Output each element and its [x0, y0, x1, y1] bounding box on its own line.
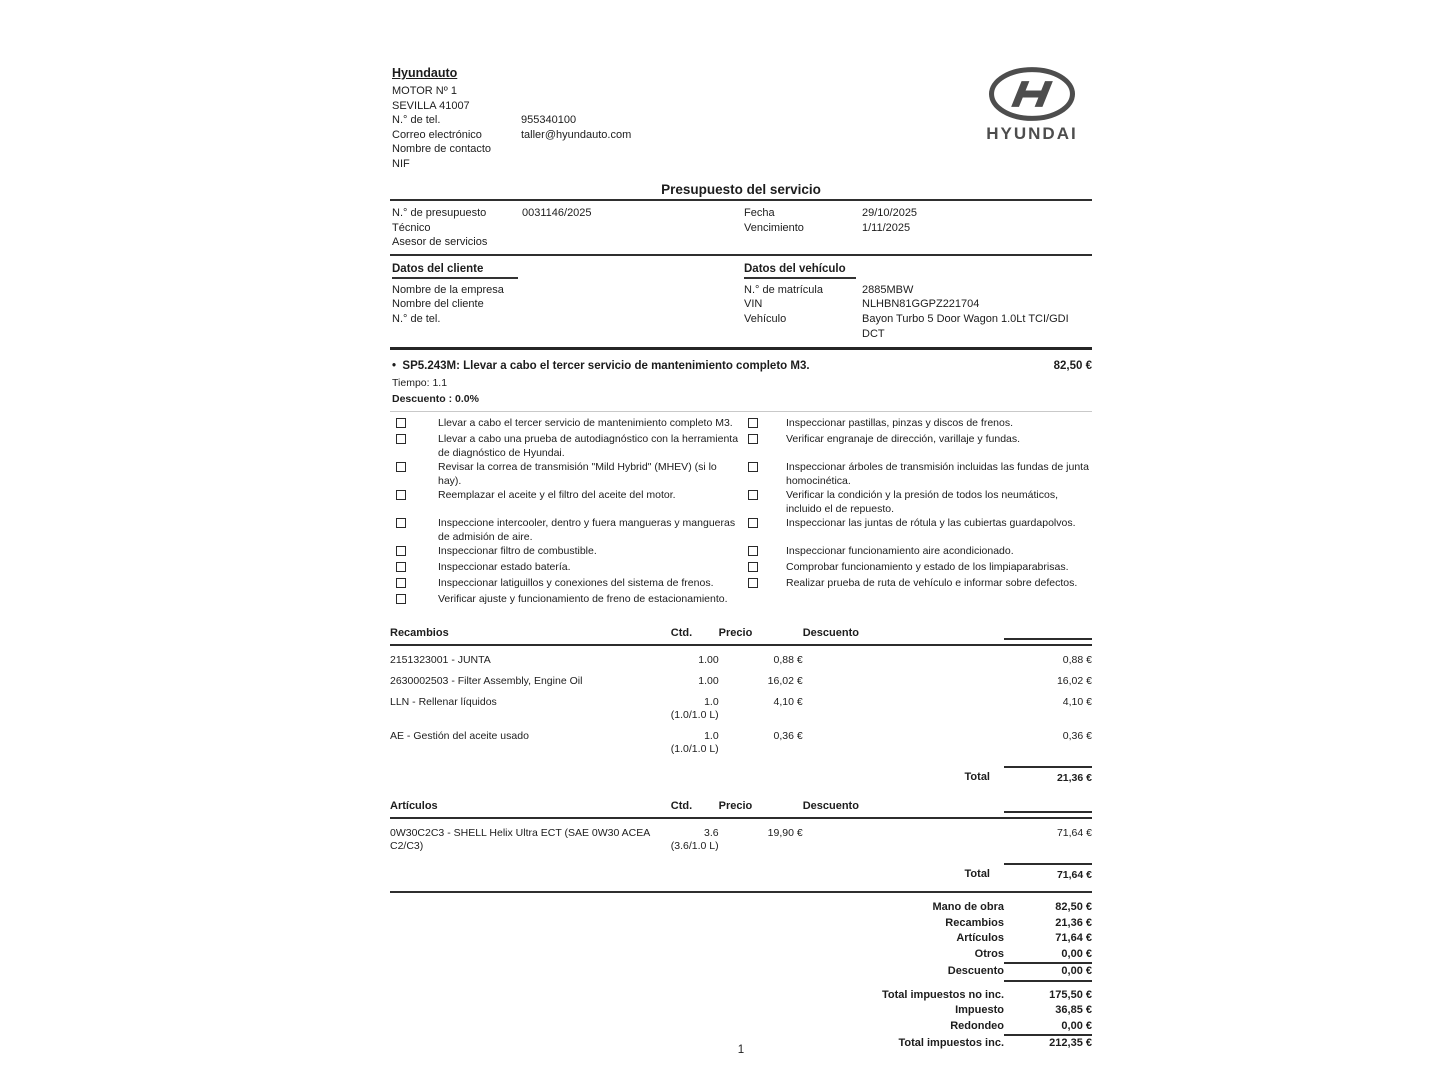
part-price: 16,02 €	[767, 675, 803, 688]
summary-label: Mano de obra	[932, 901, 1004, 914]
checkbox-icon	[396, 594, 406, 604]
checkbox-icon	[748, 518, 758, 528]
checklist-item: Verificar engranaje de dirección, varillaje y fundas.	[786, 433, 1021, 446]
plate-label: N.° de matrícula	[744, 283, 823, 296]
parts-total-label: Total	[964, 771, 990, 784]
page-number: 1	[737, 1044, 745, 1056]
summary-row	[390, 947, 1092, 965]
checklist-row	[390, 416, 1092, 432]
part-amount: 16,02 €	[1056, 675, 1092, 688]
parts-header-row	[390, 622, 1092, 645]
articles-total-label: Total	[964, 868, 990, 881]
parts-heading: Recambios	[390, 622, 671, 645]
article-qty: 3.6 (3.6/1.0 L)	[670, 827, 719, 853]
amount-column-rule	[1004, 622, 1092, 640]
checkbox-icon	[396, 462, 406, 472]
phone-value: 955340100	[521, 114, 577, 126]
advisor-label: Asesor de servicios	[392, 236, 488, 249]
vin-label: VIN	[744, 298, 763, 311]
checklist-item: Inspeccione intercooler, dentro y fuera mangueras y mangueras de admisión de aire.	[438, 517, 736, 544]
checklist-item: Revisar la correa de transmisión "Mild Hybrid" (MHEV) (si lo hay).	[438, 461, 717, 488]
service-time: Tiempo: 1.1	[392, 377, 448, 390]
summary-label: Total impuestos inc.	[898, 1037, 1004, 1050]
parts-row	[390, 722, 1092, 756]
service-quote-document	[390, 66, 1092, 1056]
part-name: 2630002503 - Filter Assembly, Engine Oil	[390, 675, 583, 688]
service-line	[392, 360, 1092, 405]
checkbox-icon	[748, 562, 758, 572]
articles-table	[390, 795, 1092, 882]
checklist-row	[390, 592, 1092, 608]
checkbox-icon	[396, 434, 406, 444]
document-title: Presupuesto del servicio	[661, 182, 821, 197]
summary-value: 82,50 €	[1055, 901, 1092, 914]
discount-column-header: Descuento	[803, 795, 897, 818]
company-name: Hyundauto	[392, 66, 458, 80]
summary-row	[390, 988, 1092, 1004]
technician-label: Técnico	[392, 221, 431, 234]
service-discount: Descuento : 0.0%	[392, 393, 479, 406]
checkbox-icon	[396, 418, 406, 428]
part-name: LLN - Rellenar líquidos	[390, 696, 497, 709]
checklist-item	[786, 592, 1092, 608]
checklist-item: Llevar a cabo una prueba de autodiagnóstico con la herramienta de diagnóstico de Hyundai.	[438, 433, 739, 460]
part-discount	[803, 645, 897, 667]
part-name: AE - Gestión del aceite usado	[390, 730, 529, 743]
articles-heading: Artículos	[390, 795, 671, 818]
checkbox-icon	[396, 546, 406, 556]
part-name: 2151323001 - JUNTA	[390, 654, 491, 667]
parts-row	[390, 688, 1092, 722]
summary-label: Impuesto	[955, 1004, 1004, 1017]
summary-label: Artículos	[956, 932, 1004, 945]
summary-label: Otros	[974, 947, 1004, 960]
summary-value: 0,00 €	[1004, 964, 1092, 982]
hyundai-logo-icon	[986, 66, 1078, 122]
qty-column-header: Ctd.	[671, 795, 719, 818]
checklist-item: Inspeccionar funcionamiento aire acondicionado.	[786, 545, 1014, 558]
quote-info	[390, 201, 1092, 254]
checkbox-icon	[748, 546, 758, 556]
checklist-row	[390, 560, 1092, 576]
date-value: 29/10/2025	[862, 207, 918, 219]
address-line1: MOTOR Nº 1	[392, 85, 457, 97]
parts-row	[390, 645, 1092, 667]
summary-value: 0,00 €	[1004, 947, 1092, 965]
articles-total-value: 71,64 €	[1004, 863, 1092, 882]
checkbox-icon	[748, 462, 758, 472]
due-label: Vencimiento	[744, 221, 804, 234]
part-amount: 4,10 €	[1062, 696, 1092, 709]
service-title: • SP5.243M: Llevar a cabo el tercer servicio de mantenimiento completo M3.	[392, 360, 810, 373]
part-discount	[803, 667, 897, 688]
part-qty: 1.0 (1.0/1.0 L)	[670, 730, 719, 756]
checklist-row	[390, 432, 1092, 460]
client-vehicle-section	[390, 256, 1092, 347]
summary-row	[390, 900, 1092, 916]
price-column-header: Precio	[719, 622, 803, 645]
checklist-row	[390, 576, 1092, 592]
part-price: 0,88 €	[773, 654, 803, 667]
summary-row	[390, 1003, 1092, 1019]
qty-column-header: Ctd.	[671, 622, 719, 645]
summary-value: 212,35 €	[1049, 1037, 1092, 1050]
parts-table	[390, 622, 1092, 785]
checklist-item: Inspeccionar filtro de combustible.	[438, 545, 597, 558]
part-discount	[803, 722, 897, 756]
client-heading: Datos del cliente	[392, 263, 518, 279]
date-label: Fecha	[744, 207, 775, 219]
checklist-row	[390, 488, 1092, 516]
part-discount	[803, 688, 897, 722]
checkbox-icon	[396, 490, 406, 500]
nif-label: NIF	[392, 157, 410, 170]
part-qty: 1.00	[698, 654, 719, 667]
letterhead	[390, 66, 1092, 176]
contact-label: Nombre de contacto	[392, 143, 492, 155]
vehicle-model-value: Bayon Turbo 5 Door Wagon 1.0Lt TCI/GDI DCT	[862, 312, 1069, 340]
summary-value: 71,64 €	[1055, 932, 1092, 945]
email-label: Correo electrónico	[392, 128, 482, 141]
checklist-item: Inspeccionar árboles de transmisión incluidas las fundas de junta homocinética.	[786, 461, 1089, 488]
summary-row	[390, 1019, 1092, 1037]
checklist-row	[390, 544, 1092, 560]
article-price: 19,90 €	[767, 827, 803, 840]
checkbox-icon	[396, 562, 406, 572]
vehicle-heading: Datos del vehículo	[744, 263, 856, 279]
article-discount	[803, 818, 897, 853]
checklist-item: Inspeccionar pastillas, pinzas y discos de frenos.	[786, 417, 1014, 430]
phone-label: N.° de tel.	[392, 114, 441, 126]
vehicle-model-label: Vehículo	[744, 312, 787, 325]
checklist-item: Inspeccionar latiguillos y conexiones del sistema de frenos.	[438, 577, 714, 590]
checklist-row	[390, 516, 1092, 544]
summary-value: 36,85 €	[1055, 1004, 1092, 1017]
totals-summary	[390, 900, 1092, 1052]
checkbox-icon	[748, 434, 758, 444]
articles-header-row	[390, 795, 1092, 818]
checkbox-icon	[748, 578, 758, 588]
checklist-item: Inspeccionar estado batería.	[438, 561, 571, 574]
checklist-item: Verificar ajuste y funcionamiento de freno de estacionamiento.	[438, 593, 728, 606]
summary-row	[390, 916, 1092, 932]
part-amount: 0,88 €	[1062, 654, 1092, 667]
summary-label: Total impuestos no inc.	[881, 988, 1004, 1001]
client-phone-label: N.° de tel.	[392, 312, 441, 325]
summary-value: 21,36 €	[1055, 916, 1092, 929]
summary-label: Redondeo	[950, 1019, 1004, 1032]
checkbox-icon	[396, 518, 406, 528]
part-qty: 1.0 (1.0/1.0 L)	[670, 696, 719, 722]
part-price: 0,36 €	[773, 730, 803, 743]
checklist-item: Verificar la condición y la presión de todos los neumáticos, incluido el de repuesto.	[786, 489, 1058, 516]
article-amount: 71,64 €	[1056, 827, 1092, 840]
vin-value: NLHBN81GGPZ221704	[862, 298, 980, 311]
checklist-item: Inspeccionar las juntas de rótula y las cubiertas guardapolvos.	[786, 517, 1076, 530]
divider	[390, 891, 1092, 893]
divider	[390, 347, 1092, 350]
summary-label: Recambios	[945, 916, 1004, 929]
checklist-row	[390, 460, 1092, 488]
amount-column-rule	[1004, 795, 1092, 813]
part-amount: 0,36 €	[1062, 730, 1092, 743]
service-checklist	[390, 416, 1092, 608]
parts-total-row	[390, 756, 1092, 785]
article-name: 0W30C2C3 - SHELL Helix Ultra ECT (SAE 0W30 ACEA C2/C3)	[390, 827, 650, 853]
summary-row	[390, 964, 1092, 982]
plate-value: 2885MBW	[862, 283, 914, 296]
address-line2: SEVILLA 41007	[392, 99, 470, 112]
discount-column-header: Descuento	[803, 622, 897, 645]
summary-value: 0,00 €	[1004, 1019, 1092, 1037]
part-price: 4,10 €	[773, 696, 803, 709]
quote-number-label: N.° de presupuesto	[392, 207, 487, 219]
due-value: 1/11/2025	[862, 221, 911, 234]
checkbox-icon	[396, 578, 406, 588]
parts-row	[390, 667, 1092, 688]
quote-number-value: 0031146/2025	[522, 207, 592, 219]
summary-label: Descuento	[947, 965, 1004, 978]
hyundai-wordmark: HYUNDAI	[986, 124, 1078, 143]
checklist-item: Reemplazar el aceite y el filtro del aceite del motor.	[438, 489, 676, 502]
part-qty: 1.00	[698, 675, 719, 688]
articles-total-row	[390, 853, 1092, 882]
checkbox-icon	[748, 418, 758, 428]
articles-row	[390, 818, 1092, 853]
client-data	[392, 259, 744, 341]
parts-total-value: 21,36 €	[1004, 766, 1092, 785]
client-name-label: Nombre del cliente	[392, 298, 484, 311]
service-price: 82,50 €	[1053, 360, 1092, 373]
checkbox-icon	[748, 490, 758, 500]
hyundai-logo	[974, 66, 1090, 144]
email-value: taller@hyundauto.com	[521, 128, 632, 141]
checklist-item: Comprobar funcionamiento y estado de los limpiaparabrisas.	[786, 561, 1069, 574]
checklist-item: Llevar a cabo el tercer servicio de mantenimiento completo M3.	[438, 417, 733, 430]
client-company-label: Nombre de la empresa	[392, 283, 504, 296]
checklist-item: Realizar prueba de ruta de vehículo e informar sobre defectos.	[786, 577, 1078, 590]
divider	[390, 411, 1092, 412]
summary-value: 175,50 €	[1049, 988, 1092, 1001]
vehicle-data	[744, 259, 1094, 341]
price-column-header: Precio	[719, 795, 803, 818]
summary-row	[390, 931, 1092, 947]
